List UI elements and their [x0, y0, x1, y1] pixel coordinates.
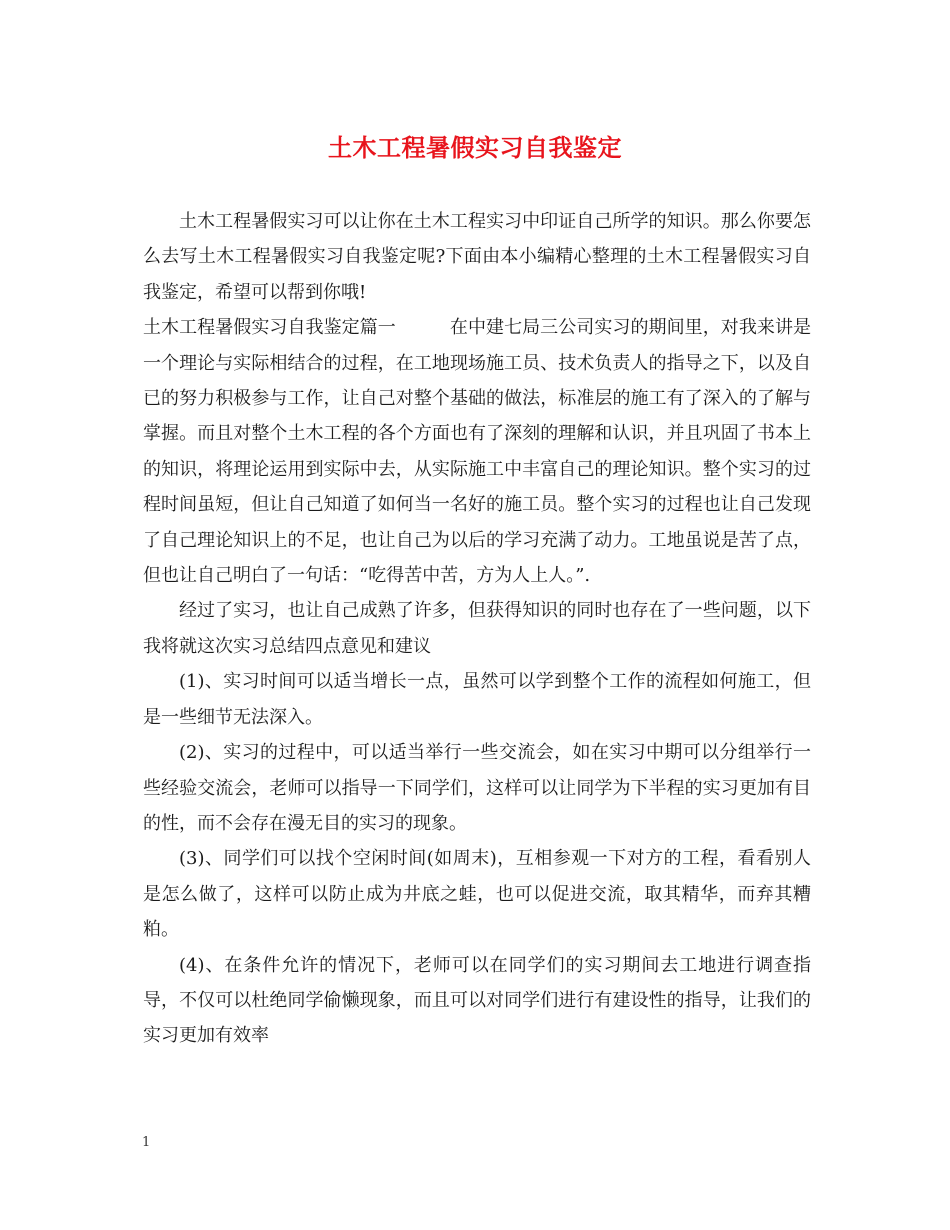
summary-paragraph: 经过了实习，也让自己成熟了许多，但获得知识的同时也存在了一些问题，以下我将就这次实习总结四点意见和建议 [143, 600, 811, 657]
section-paragraph [143, 310, 811, 593]
document-title: 土木工程暑假实习自我鉴定 [328, 133, 622, 162]
suggestion-item-3: (3)、同学们可以找个空闲时间(如周末)，互相参观一下对方的工程，看看别人是怎么做了，这样可以防止成为井底之蛙，也可以促进交流，取其精华，而弃其糟粕。 [143, 848, 811, 941]
suggestion-item-4: (4)、在条件允许的情况下，老师可以在同学们的实习期间去工地进行调查指导，不仅可以杜绝同学偷懒现象，而且可以对同学们进行有建设性的指导，让我们的实习更加有效率 [143, 954, 811, 1047]
suggestion-item-2: (2)、实习的过程中，可以适当举行一些交流会，如在实习中期可以分组举行一些经验交流会，老师可以指导一下同学们，这样可以让同学为下半程的实习更加有目的性，而不会存在漫无目的实习的现象。 [143, 742, 811, 834]
intro-paragraph: 土木工程暑假实习可以让你在土木工程实习中印证自己所学的知识。那么你要怎么去写土木工程暑假实习自我鉴定呢?下面由本小编精心整理的土木工程暑假实习自我鉴定，希望可以帮到你哦! [143, 211, 811, 303]
document-body [143, 204, 811, 1054]
section-body: 在中建七局三公司实习的期间里，对我来讲是一个理论与实际相结合的过程，在工地现场施工员、技术负责人的指导之下，以及自已的努力积极参与工作，让自己对整个基础的做法，标准层的施工有了深入的了解与掌握。而且对整个土木工程的各个方面也有了深刻的理解和认识，并且巩固了书本上的知识，将理论运用到实际中去，从实际施工中丰富自己的理论知识。整个实习的过程时间虽短，但让自己知道了如何当一名好的施工员。整个实习的过程也让自己发现了自己理论知识上的不足，也让自己为以后的学习充满了动力。工地虽说是苦了点，但也让自己明白了一句话：“吃得苦中苦，方为人上人。”. [143, 317, 812, 587]
suggestion-item-1: (1)、实习时间可以适当增长一点，虽然可以学到整个工作的流程如何施工，但是一些细节无法深入。 [143, 671, 811, 728]
section-heading: 土木工程暑假实习自我鉴定篇一 [143, 317, 396, 339]
page-number: 1 [142, 1135, 151, 1150]
